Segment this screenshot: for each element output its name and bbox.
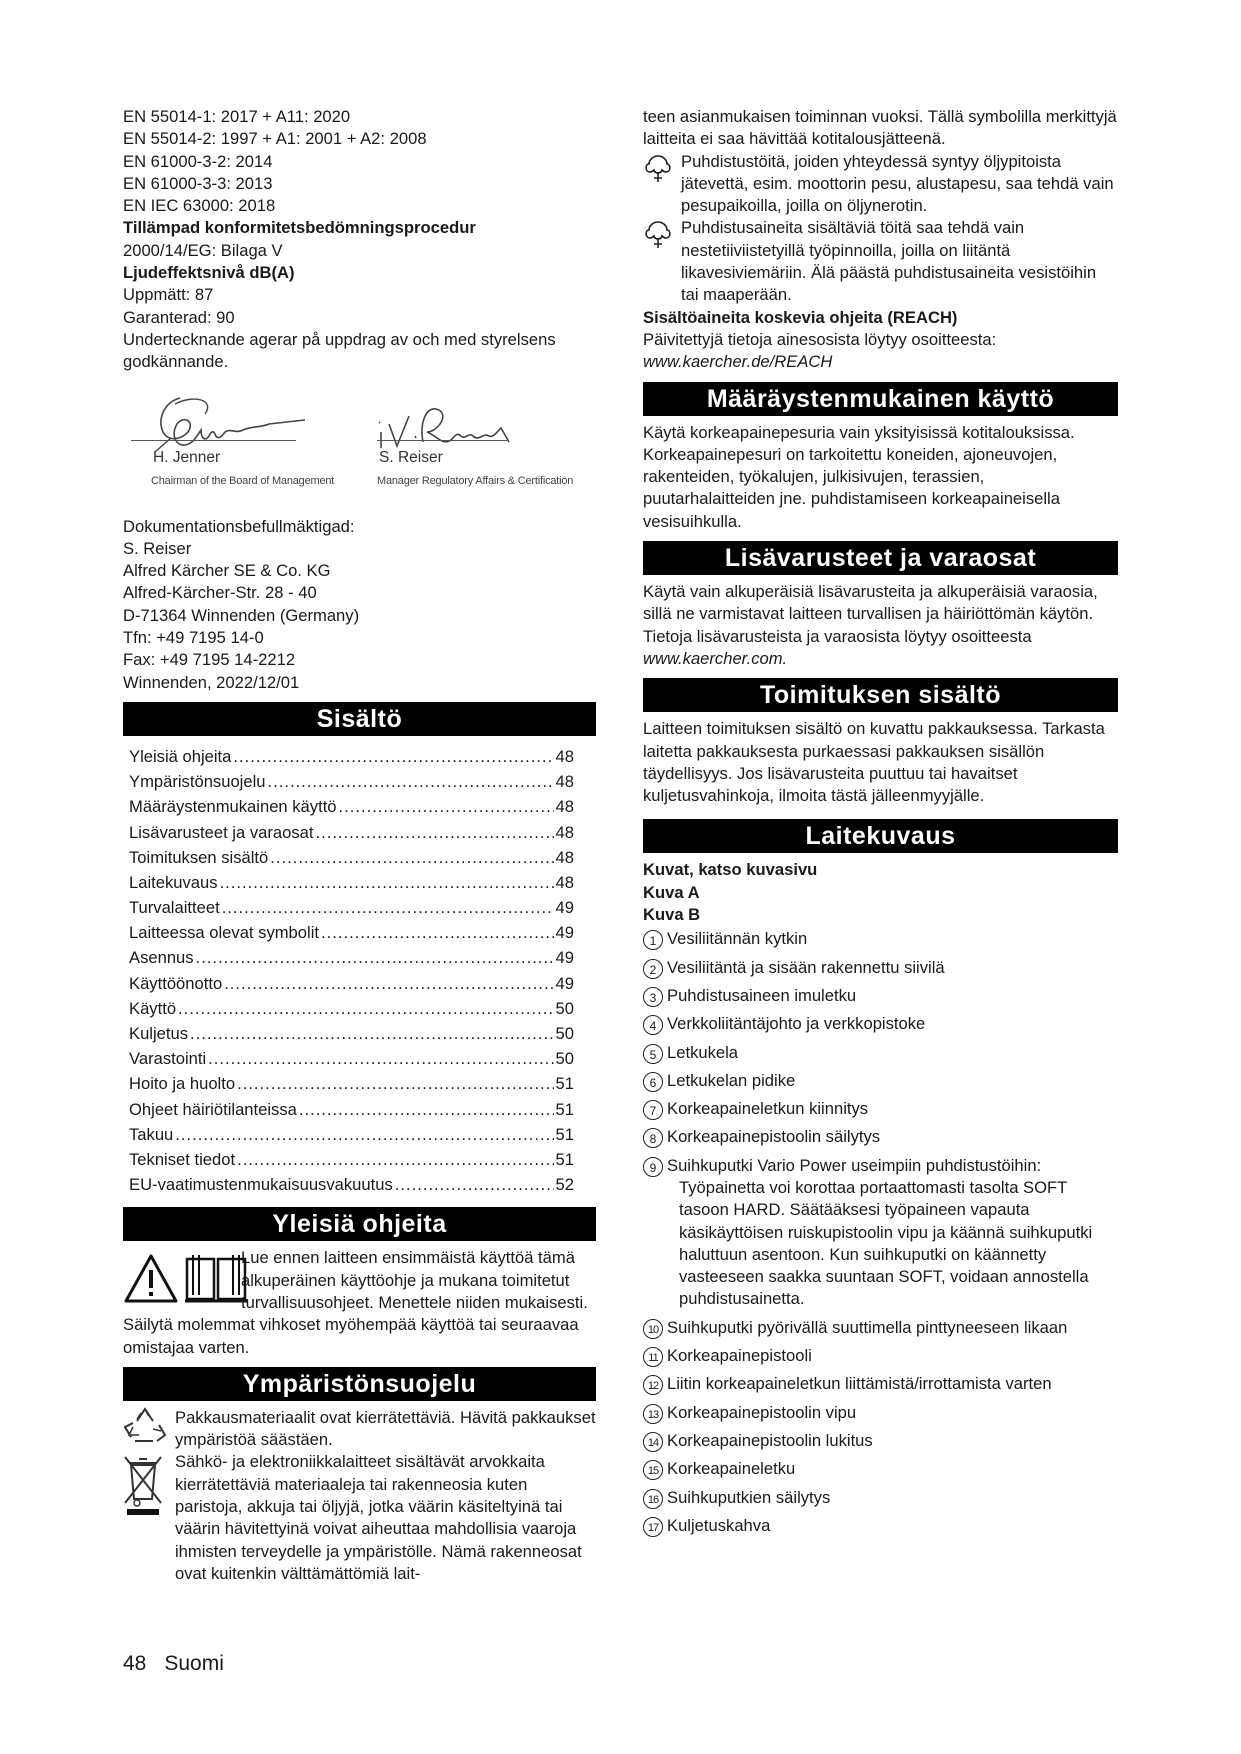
environment-text-continued: teen asianmukaisen toiminnan vuoksi. Tällä symbolilla merkittyjä laitteita ei saa hävittää kotitalousjätteenä.	[643, 107, 1117, 149]
item-number: 8	[643, 1128, 663, 1148]
item-text: Verkkoliitäntäjohto ja verkkopistoke	[667, 1014, 926, 1034]
toc-label: EU-vaatimustenmukaisuusvakuutus	[129, 1175, 393, 1195]
general-notice	[123, 1247, 596, 1314]
signatory-title: Manager Regulatory Affairs & Certification	[377, 474, 574, 487]
item-number: 14	[643, 1432, 663, 1452]
toc-entry[interactable]	[129, 847, 574, 872]
toc-page: 48	[555, 872, 574, 892]
item-number: 12	[643, 1375, 663, 1395]
environment-text-1: Pakkausmateriaalit ovat kierrätettäviä. Hävitä pakkaukset ympäristöä säästäen.	[175, 1407, 596, 1450]
item-text: Kuljetuskahva	[667, 1515, 771, 1535]
page-number: 48	[123, 1652, 147, 1675]
toc-entry[interactable]	[129, 1174, 574, 1199]
item-text: Letkukela	[667, 1042, 739, 1062]
item-text: Suihkuputki pyörivällä suuttimella pinttyneeseen likaan	[667, 1317, 1068, 1337]
warning-triangle-icon	[123, 1253, 179, 1305]
general-text-2: Säilytä molemmat vihkoset myöhempää käyttöä tai seuraavaa omistajaa varten.	[123, 1315, 579, 1357]
toc-entry[interactable]	[129, 822, 574, 847]
reach-link[interactable]: www.kaercher.de/REACH	[643, 352, 833, 372]
toc-entry[interactable]	[129, 922, 574, 947]
toc-label: Lisävarusteet ja varaosat	[129, 822, 314, 842]
toc-page: 50	[555, 1049, 574, 1069]
list-item	[643, 1317, 1118, 1339]
toc-page: 48	[555, 772, 574, 792]
toc-entry[interactable]	[129, 1073, 574, 1098]
standard-line: EN 61000-3-3: 2013	[123, 173, 273, 193]
toc-page: 48	[555, 746, 574, 766]
accessories-text-1: Käytä vain alkuperäisiä lisävarusteita ja alkuperäisiä varaosia, sillä ne varmistavat laitteen turvallisen ja häiriöttömän käytön.	[643, 582, 1098, 624]
item-number: 6	[643, 1072, 663, 1092]
doc-line: D-71364 Winnenden (Germany)	[123, 605, 360, 625]
manual-book-icon	[183, 1249, 249, 1305]
list-item	[643, 1402, 1118, 1424]
documentation-block	[123, 516, 596, 694]
toc-page: 49	[555, 973, 574, 993]
noise-guaranteed: Garanterad: 90	[123, 307, 235, 327]
toc-entry[interactable]	[129, 998, 574, 1023]
description-heading-1: Kuvat, katso kuvasivu	[643, 860, 818, 880]
section-heading-environment: Ympäristönsuojelu	[123, 1367, 596, 1401]
list-item	[643, 957, 1118, 979]
toc-label: Käyttö	[129, 998, 177, 1018]
doc-line: S. Reiser	[123, 538, 192, 558]
section-heading-accessories: Lisävarusteet ja varaosat	[643, 541, 1118, 575]
toc-label: Tekniset tiedot	[129, 1149, 236, 1169]
use-text-1: Käytä korkeapainepesuria vain yksityisissä kotitalouksissa.	[643, 422, 1075, 442]
delivery-text: Laitteen toimituksen sisältö on kuvattu pakkauksessa. Tarkasta laitetta pakkauksesta purkaessasi pakkauksen sisällön täydellisyys. Jos lisävarusteita puuttuu tai havaitset kuljetusvahinkoja, ilmoita tästä jälleenmyyjälle.	[643, 719, 1105, 806]
signing-text: Undertecknande agerar på uppdrag av och med styrelsens godkännande.	[123, 329, 556, 372]
toc-label: Määräystenmukainen käyttö	[129, 797, 337, 817]
toc-label: Varastointi	[129, 1049, 207, 1069]
item-number: 15	[643, 1460, 663, 1480]
general-text-1: Lue ennen laitteen ensimmäistä käyttöä tämä alkuperäinen käyttöohje ja mukana toimitetut turvallisuusohjeet. Menettele niiden mukaisesti.	[241, 1248, 588, 1312]
section-heading-toc: Sisältö	[123, 702, 596, 736]
section-heading-description: Laitekuvaus	[643, 819, 1118, 853]
parts-list	[643, 928, 1118, 1537]
item-text: Vesiliitännän kytkin	[667, 929, 808, 949]
item-text: Korkeapainepistoolin vipu	[667, 1402, 857, 1422]
item-number: 7	[643, 1100, 663, 1120]
toc-page: 49	[555, 923, 574, 943]
procedure-heading: Tillämpad konformitetsbedömningsprocedur	[123, 218, 476, 238]
toc-entry[interactable]	[129, 771, 574, 796]
doc-line: Dokumentationsbefullmäktigad:	[123, 516, 355, 536]
toc-label: Ohjeet häiriötilanteissa	[129, 1099, 297, 1119]
standard-line: EN IEC 63000: 2018	[123, 196, 276, 216]
description-heading-3: Kuva B	[643, 905, 701, 925]
toc-entry[interactable]	[129, 1048, 574, 1073]
section-heading-delivery: Toimituksen sisältö	[643, 678, 1118, 712]
item-number: 9	[643, 1157, 663, 1177]
page-footer	[123, 1652, 224, 1676]
item-text: Korkeapainepistoolin säilytys	[667, 1127, 881, 1147]
list-item	[643, 985, 1118, 1007]
toc-entry[interactable]	[129, 872, 574, 897]
accessories-text-2: Tietoja lisävarusteista ja varaosista löytyy osoitteesta	[643, 626, 1032, 646]
item-text: Korkeapainepistooli	[667, 1346, 812, 1366]
toc-page: 51	[555, 1124, 574, 1144]
toc-entry[interactable]	[129, 1149, 574, 1174]
item-number: 11	[643, 1347, 663, 1367]
toc-entry[interactable]	[129, 796, 574, 821]
environment-text-2: Sähkö- ja elektroniikkalaitteet sisältävät arvokkaita kierrätettäviä materiaaleja tai rakenneosia kuten paristoja, akkuja tai öljyjä, jotka väärin käsiteltyinä tai väärin hävitettyinä voivat aiheuttaa mahdollisia vaaroja ihmisten terveydelle ja ympäristölle. Nämä rakenneosat ovat kuitenkin välttämättömiä lait-	[175, 1452, 582, 1583]
noise-measured: Uppmätt: 87	[123, 285, 214, 305]
section-heading-intended-use: Määräystenmukainen käyttö	[643, 382, 1118, 416]
list-item	[643, 1430, 1118, 1452]
toc-page: 49	[555, 948, 574, 968]
item-text: Korkeapaineletku	[667, 1459, 796, 1479]
toc-entry[interactable]	[129, 897, 574, 922]
use-text-2: Korkeapainepesuri on tarkoitettu koneiden, ajoneuvojen, rakenteiden, työkalujen, julkisivujen, terassien, puutarhalaitteiden jne. puhdistamiseen korkeapaineisella vesisuihkulla.	[643, 444, 1060, 531]
list-item	[643, 1013, 1118, 1035]
crossed-bin-icon	[123, 1453, 163, 1517]
oil-separator-notice	[643, 151, 1118, 218]
item-number: 10	[643, 1319, 663, 1339]
item-number: 16	[643, 1489, 663, 1509]
item-number: 1	[643, 930, 663, 950]
footer-language: Suomi	[164, 1652, 224, 1675]
recycling-icon	[123, 1407, 167, 1447]
toc-entry[interactable]	[129, 1124, 574, 1149]
doc-line: Tfn: +49 7195 14-0	[123, 628, 264, 648]
left-column	[123, 106, 596, 1585]
standard-line: EN 55014-1: 2017 + A11: 2020	[123, 107, 351, 126]
detergent-text: Puhdistusaineita sisältäviä töitä saa tehdä vain nestetiiviistetyillä työpinnoilla, joilla on liitäntä likavesiviemäriin. Älä päästä puhdistusaineita vesistöihin tai maaperään.	[681, 218, 1097, 305]
toc-entry[interactable]	[129, 1023, 574, 1048]
reach-heading: Sisältöaineita koskevia ohjeita (REACH)	[643, 307, 958, 327]
toc-page: 48	[555, 822, 574, 842]
item-text: Korkeapainepistoolin lukitus	[667, 1430, 873, 1450]
description-heading-2: Kuva A	[643, 882, 700, 902]
doc-line: Winnenden, 2022/12/01	[123, 672, 300, 692]
signature-block	[123, 374, 596, 516]
toc-label: Käyttöönotto	[129, 973, 223, 993]
toc-label: Ympäristönsuojelu	[129, 772, 266, 792]
list-item	[643, 1126, 1118, 1148]
list-item	[643, 1458, 1118, 1480]
toc-entry[interactable]	[129, 973, 574, 998]
list-item	[643, 1487, 1118, 1509]
signatory-name: S. Reiser	[379, 448, 443, 466]
toc-entry[interactable]	[129, 746, 574, 771]
oil-drop-icon	[643, 154, 673, 184]
item-text: Vesiliitäntä ja sisään rakennettu siivilä	[667, 957, 945, 977]
item-text: Letkukelan pidike	[667, 1070, 796, 1090]
toc-label: Asennus	[129, 948, 194, 968]
environment-notice	[123, 1407, 596, 1585]
toc-label: Turvalaitteet	[129, 898, 220, 918]
list-item	[643, 1098, 1118, 1120]
item-number: 3	[643, 987, 663, 1007]
list-item	[643, 1345, 1118, 1367]
list-item	[643, 1515, 1118, 1537]
toc-page: 49	[555, 898, 574, 918]
item-number: 5	[643, 1044, 663, 1064]
list-item	[643, 1070, 1118, 1092]
noise-heading: Ljudeffektsnivå dB(A)	[123, 263, 295, 283]
list-item	[643, 1042, 1118, 1064]
toc-page: 52	[555, 1175, 574, 1195]
detergent-icon	[643, 220, 673, 250]
doc-line: Alfred-Kärcher-Str. 28 - 40	[123, 583, 317, 603]
standard-line: EN 61000-3-2: 2014	[123, 151, 273, 171]
signatory-name: H. Jenner	[153, 448, 221, 466]
item-text: Puhdistusaineen imuletku	[667, 985, 857, 1005]
toc-page: 50	[555, 998, 574, 1018]
toc-label: Hoito ja huolto	[129, 1074, 236, 1094]
toc-entry[interactable]	[129, 1099, 574, 1124]
toc-page: 51	[555, 1099, 574, 1119]
toc-label: Laitteessa olevat symbolit	[129, 923, 320, 943]
toc-entry[interactable]	[129, 947, 574, 972]
toc-page: 48	[555, 847, 574, 867]
list-item	[643, 1155, 1118, 1311]
toc-page: 50	[555, 1024, 574, 1043]
signatory-title: Chairman of the Board of Management	[151, 474, 335, 487]
list-item	[643, 928, 1118, 950]
toc-label: Kuljetus	[129, 1024, 189, 1043]
doc-line: Alfred Kärcher SE & Co. KG	[123, 561, 331, 581]
item-number: 13	[643, 1404, 663, 1424]
toc-label: Takuu	[129, 1124, 174, 1144]
item-text: Suihkuputkien säilytys	[667, 1487, 831, 1507]
list-item	[643, 1373, 1118, 1395]
detergent-notice	[643, 217, 1118, 306]
table-of-contents	[129, 746, 574, 1199]
right-column	[643, 106, 1118, 1543]
toc-page: 51	[555, 1074, 574, 1094]
oil-text: Puhdistustöitä, joiden yhteydessä syntyy öljypitoista jätevettä, esim. moottorin pesu, alustapesu, saa tehdä vain pesupaikoilla, joilla on öljynerotin.	[681, 151, 1114, 216]
toc-page: 51	[555, 1149, 574, 1169]
toc-page: 48	[555, 797, 574, 817]
toc-label: Toimituksen sisältö	[129, 847, 269, 867]
procedure-text: 2000/14/EG: Bilaga V	[123, 240, 283, 260]
item-text: Suihkuputki Vario Power useimpiin puhdistustöihin:	[667, 1155, 1042, 1175]
standards-list	[123, 106, 596, 217]
toc-label: Laitekuvaus	[129, 872, 218, 892]
item-text: Liitin korkeapaineletkun liittämistä/irrottamista varten	[667, 1374, 1052, 1394]
item-number: 2	[643, 959, 663, 979]
toc-label: Yleisiä ohjeita	[129, 746, 232, 766]
standard-line: EN 55014-2: 1997 + A1: 2001 + A2: 2008	[123, 129, 427, 149]
reach-text: Päivitettyjä tietoja ainesosista löytyy osoitteesta:	[643, 329, 997, 349]
item-text: Korkeapaineletkun kiinnitys	[667, 1099, 869, 1119]
accessories-link[interactable]: www.kaercher.com.	[643, 648, 788, 668]
doc-line: Fax: +49 7195 14-2212	[123, 650, 296, 670]
item-number: 17	[643, 1517, 663, 1537]
item-number: 4	[643, 1015, 663, 1035]
section-heading-general: Yleisiä ohjeita	[123, 1207, 596, 1241]
item-subtext: Työpainetta voi korottaa portaattomasti tasolta SOFT tasoon HARD. Säätääksesi työpaineen vapauta käsikäyttöisen ruiskupistoolin vipu ja käännä suihkuputki haluttuun asentoon. Kun suihkuputki on käännetty vasteeseen saakka suuntaan SOFT, voidaan annostella puhdistusainetta.	[679, 1177, 1093, 1309]
